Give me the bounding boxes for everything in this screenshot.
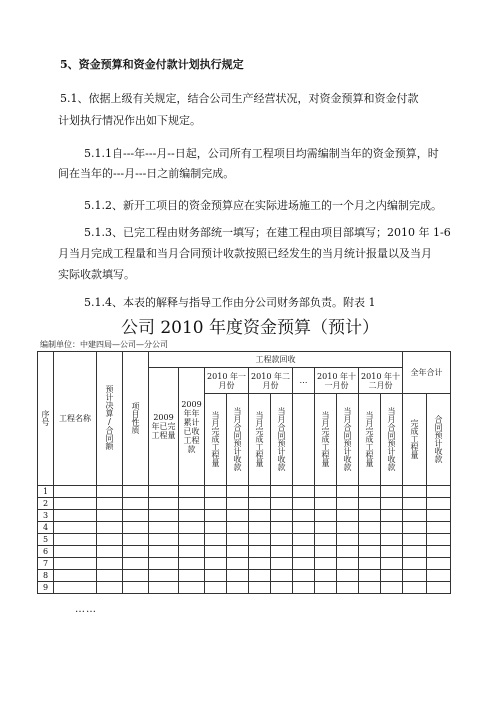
table-row <box>38 534 451 546</box>
table-cell <box>179 558 205 570</box>
table-cell <box>315 546 337 558</box>
header-dec-contract: 当月合同预计收款 <box>381 394 403 486</box>
header-jan-completed: 当月完成工程量 <box>205 394 227 486</box>
table-cell <box>427 486 451 498</box>
table-cell <box>249 510 271 522</box>
table-row <box>38 498 451 510</box>
table-cell <box>359 510 381 522</box>
table-cell <box>337 534 359 546</box>
section-heading: 5、资金预算和资金付款计划执行规定 <box>60 58 244 71</box>
table-cell <box>54 510 97 522</box>
table-cell <box>149 498 179 510</box>
table-cell <box>123 570 149 582</box>
table-cell <box>227 510 249 522</box>
table-cell <box>293 546 315 558</box>
table-cell <box>249 486 271 498</box>
table-cell <box>97 546 123 558</box>
table-cell <box>381 498 403 510</box>
table-cell <box>97 522 123 534</box>
table-cell <box>381 534 403 546</box>
table-cell <box>427 498 451 510</box>
table-cell <box>179 546 205 558</box>
header-project-nature: 项目性质 <box>123 352 149 486</box>
table-cell <box>427 510 451 522</box>
table-cell <box>205 582 227 594</box>
table-cell <box>54 534 97 546</box>
table-cell <box>249 558 271 570</box>
row-number: 8 <box>38 570 54 582</box>
table-cell <box>227 582 249 594</box>
header-nov-completed: 当月完成工程量 <box>315 394 337 486</box>
table-cell <box>271 582 293 594</box>
table-cell <box>293 582 315 594</box>
table-cell <box>205 534 227 546</box>
table-cell <box>381 582 403 594</box>
table-cell <box>403 510 427 522</box>
table-cell <box>271 558 293 570</box>
table-cell <box>381 546 403 558</box>
table-cell <box>227 534 249 546</box>
table-cell <box>381 510 403 522</box>
paragraph-5-1-4: 5.1.4、本表的解释与指导工作由分公司财务部负责。附表 1 <box>84 296 376 309</box>
header-dec-completed: 当月完成工程量 <box>359 394 381 486</box>
budget-table <box>37 351 451 594</box>
header-payment-group: 工程款回收 <box>149 352 403 368</box>
table-cell <box>227 546 249 558</box>
table-cell <box>403 546 427 558</box>
table-cell <box>271 534 293 546</box>
table-cell <box>271 522 293 534</box>
table-cell <box>149 558 179 570</box>
table-cell <box>123 534 149 546</box>
table-cell <box>293 522 315 534</box>
paragraph-5-1-3-line1: 5.1.3、已完工程由财务部统一填写；在建工程由项目部填写；2010 年 1-6 <box>84 226 451 239</box>
table-cell <box>97 498 123 510</box>
header-month-feb: 2010 年二月份 <box>249 368 293 394</box>
table-cell <box>381 486 403 498</box>
table-cell <box>403 570 427 582</box>
table-cell <box>315 570 337 582</box>
header-month-dec: 2010 年十二月份 <box>359 368 403 394</box>
table-cell <box>359 498 381 510</box>
table-cell <box>249 522 271 534</box>
table-row <box>38 570 451 582</box>
table-cell <box>403 498 427 510</box>
table-cell <box>123 582 149 594</box>
table-cell <box>205 558 227 570</box>
table-cell <box>315 522 337 534</box>
unit-label: 编制单位：中建四局—公司—分公司 <box>40 340 168 349</box>
header-feb-completed: 当月完成工程量 <box>249 394 271 486</box>
table-cell <box>54 498 97 510</box>
header-2009-completed: 2009年已完工程量 <box>149 368 179 486</box>
table-cell <box>97 486 123 498</box>
header-ellipsis-blank <box>293 394 315 486</box>
table-cell <box>427 570 451 582</box>
table-cell <box>149 486 179 498</box>
table-cell <box>293 558 315 570</box>
table-cell <box>315 510 337 522</box>
table-cell <box>123 498 149 510</box>
table-cell <box>315 582 337 594</box>
paragraph-5-1-3-line2: 月当月完成工程量和当月合同预计收款按照已经发生的当月统计报量以及当月 <box>58 247 432 260</box>
table-cell <box>149 582 179 594</box>
table-cell <box>205 486 227 498</box>
table-cell <box>149 570 179 582</box>
paragraph-5-1-3-line3: 实际收款填写。 <box>58 268 135 281</box>
table-cell <box>54 522 97 534</box>
table-cell <box>293 570 315 582</box>
table-cell <box>337 546 359 558</box>
header-annual-total: 全年合计 <box>403 352 451 394</box>
trailing-ellipsis: …… <box>75 604 97 615</box>
row-number: 2 <box>38 498 54 510</box>
table-cell <box>337 558 359 570</box>
table-cell <box>249 534 271 546</box>
table-row <box>38 582 451 594</box>
table-cell <box>427 534 451 546</box>
table-cell <box>381 522 403 534</box>
header-feb-contract: 当月合同预计收款 <box>271 394 293 486</box>
table-cell <box>271 498 293 510</box>
table-cell <box>271 570 293 582</box>
row-number: 5 <box>38 534 54 546</box>
table-cell <box>315 486 337 498</box>
row-number: 7 <box>38 558 54 570</box>
table-cell <box>97 534 123 546</box>
header-month-nov: 2010 年十一月份 <box>315 368 359 394</box>
header-seq: 序号 <box>38 352 54 486</box>
table-cell <box>337 498 359 510</box>
table-cell <box>293 498 315 510</box>
table-cell <box>427 546 451 558</box>
table-cell <box>179 570 205 582</box>
table-cell <box>179 510 205 522</box>
table-cell <box>123 546 149 558</box>
row-number: 3 <box>38 510 54 522</box>
header-total-completed: 完成工程量 <box>403 394 427 486</box>
table-cell <box>123 486 149 498</box>
header-total-contract: 合同预计收款 <box>427 394 451 486</box>
table-cell <box>97 570 123 582</box>
header-contract-amount: 预计决算/合同额 <box>97 352 123 486</box>
row-number: 6 <box>38 546 54 558</box>
table-cell <box>293 486 315 498</box>
table-cell <box>97 582 123 594</box>
table-cell <box>249 546 271 558</box>
table-cell <box>359 582 381 594</box>
table-cell <box>271 546 293 558</box>
table-cell <box>179 582 205 594</box>
paragraph-5-1-line2: 计划执行情况作出如下规定。 <box>58 114 201 127</box>
table-cell <box>427 522 451 534</box>
table-cell <box>205 522 227 534</box>
table-cell <box>249 582 271 594</box>
table-cell <box>427 582 451 594</box>
paragraph-5-1-1-line1: 5.1.1自---年---月--日起，公司所有工程项目均需编制当年的资金预算，时 <box>84 147 439 160</box>
table-cell <box>54 558 97 570</box>
table-cell <box>249 498 271 510</box>
table-row <box>38 510 451 522</box>
table-cell <box>179 486 205 498</box>
table-row <box>38 558 451 570</box>
table-cell <box>205 498 227 510</box>
table-cell <box>97 558 123 570</box>
table-cell <box>149 534 179 546</box>
table-cell <box>179 498 205 510</box>
table-cell <box>271 486 293 498</box>
header-month-jan: 2010 年一月份 <box>205 368 249 394</box>
table-row <box>38 546 451 558</box>
table-cell <box>227 558 249 570</box>
table-cell <box>427 558 451 570</box>
table-cell <box>227 570 249 582</box>
table-cell <box>315 558 337 570</box>
header-jan-contract: 当月合同预计收款 <box>227 394 249 486</box>
table-cell <box>359 546 381 558</box>
table-cell <box>403 486 427 498</box>
row-number: 4 <box>38 522 54 534</box>
table-cell <box>403 558 427 570</box>
table-cell <box>227 498 249 510</box>
table-cell <box>359 534 381 546</box>
header-nov-contract: 当月合同预计收款 <box>337 394 359 486</box>
table-cell <box>403 522 427 534</box>
table-cell <box>179 534 205 546</box>
table-cell <box>54 570 97 582</box>
table-cell <box>293 510 315 522</box>
paragraph-5-1-1-line2: 间在当年的---月---日之前编制完成。 <box>58 167 235 180</box>
table-cell <box>359 522 381 534</box>
table-cell <box>179 522 205 534</box>
table-cell <box>205 570 227 582</box>
header-project-name: 工程名称 <box>54 352 97 486</box>
table-cell <box>205 510 227 522</box>
table-cell <box>337 570 359 582</box>
row-number: 1 <box>38 486 54 498</box>
table-cell <box>149 510 179 522</box>
table-cell <box>227 522 249 534</box>
paragraph-5-1-line1: 5.1、依据上级有关规定，结合公司生产经营状况，对资金预算和资金付款 <box>60 92 419 105</box>
table-cell <box>249 570 271 582</box>
table-cell <box>271 510 293 522</box>
table-cell <box>97 510 123 522</box>
table-cell <box>123 522 149 534</box>
row-number: 9 <box>38 582 54 594</box>
table-cell <box>315 498 337 510</box>
table-cell <box>149 546 179 558</box>
table-cell <box>149 522 179 534</box>
table-cell <box>359 570 381 582</box>
table-cell <box>381 570 403 582</box>
table-cell <box>359 486 381 498</box>
table-row <box>38 486 451 498</box>
table-cell <box>403 582 427 594</box>
table-cell <box>337 582 359 594</box>
paragraph-5-1-2: 5.1.2、新开工项目的资金预算应在实际进场施工的一个月之内编制完成。 <box>84 199 442 212</box>
table-cell <box>315 534 337 546</box>
table-cell <box>205 546 227 558</box>
header-month-ellipsis: … <box>293 368 315 394</box>
table-cell <box>123 558 149 570</box>
table-cell <box>381 558 403 570</box>
table-cell <box>123 510 149 522</box>
table-cell <box>54 582 97 594</box>
table-cell <box>337 522 359 534</box>
table-row <box>38 522 451 534</box>
table-cell <box>403 534 427 546</box>
table-cell <box>337 486 359 498</box>
table-cell <box>337 510 359 522</box>
table-cell <box>54 486 97 498</box>
header-2009-collected: 2009年年累计已收工程款 <box>179 368 205 486</box>
table-cell <box>293 534 315 546</box>
table-cell <box>227 486 249 498</box>
table-cell <box>54 546 97 558</box>
table-title: 公司 2010 年度资金预算（预计） <box>120 318 380 338</box>
table-cell <box>359 558 381 570</box>
